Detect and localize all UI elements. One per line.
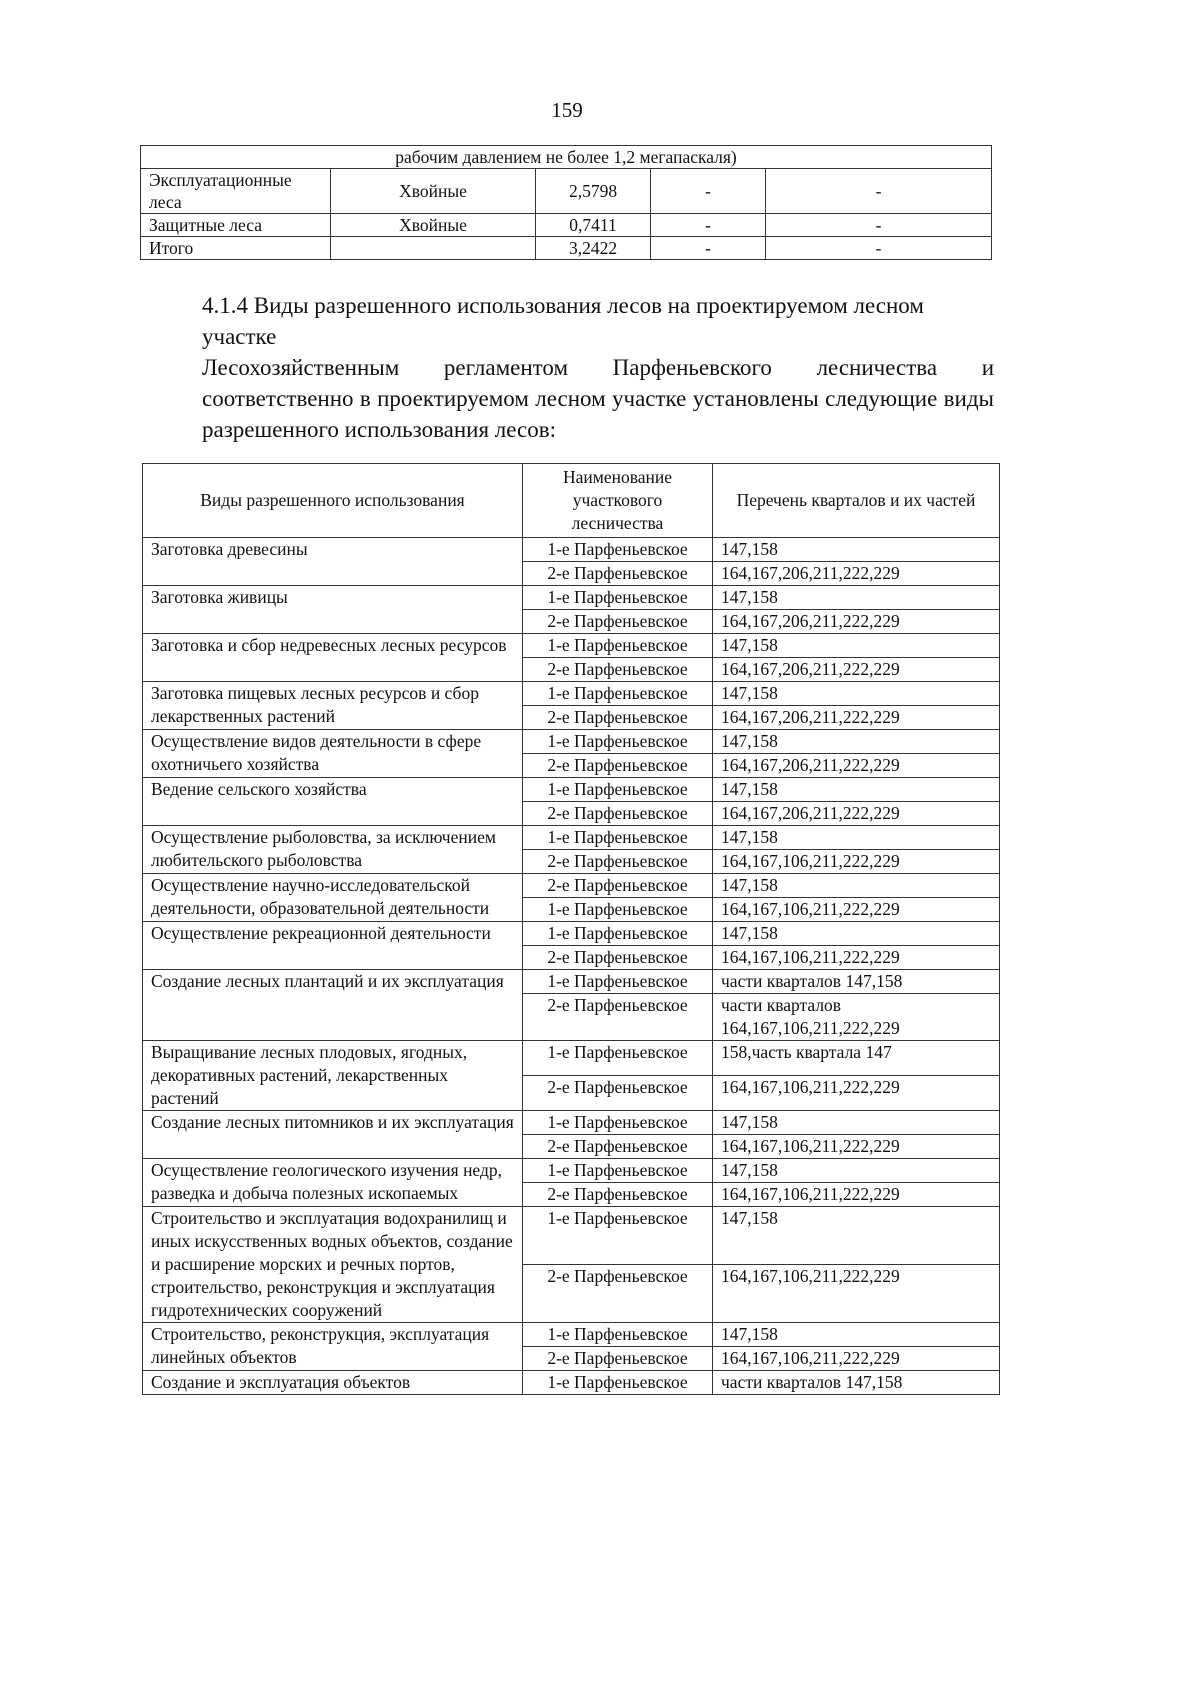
forestry-cell: 1-е Парфеньевское xyxy=(523,922,713,946)
use-type-cell: Строительство, реконструкция, эксплуатация линейных объектов xyxy=(143,1323,523,1371)
quarters-cell: 164,167,206,211,222,229 xyxy=(713,706,1000,730)
cell: - xyxy=(651,169,766,214)
quarters-cell: 147,158 xyxy=(713,778,1000,802)
cell: - xyxy=(766,169,992,214)
table-header-row xyxy=(143,464,1000,538)
forestry-cell: 2-е Парфеньевское xyxy=(523,1076,713,1111)
cell: 2,5798 xyxy=(536,169,651,214)
table-row xyxy=(143,778,1000,802)
use-type-cell: Заготовка пищевых лесных ресурсов и сбор лекарственных растений xyxy=(143,682,523,730)
quarters-cell: 164,167,206,211,222,229 xyxy=(713,802,1000,826)
table-row xyxy=(143,1323,1000,1347)
header-use-type: Виды разрешенного использования xyxy=(143,464,523,538)
use-type-cell: Осуществление видов деятельности в сфере охотничьего хозяйства xyxy=(143,730,523,778)
forest-area-table xyxy=(140,145,992,260)
forestry-cell: 1-е Парфеньевское xyxy=(523,1041,713,1076)
forestry-cell: 1-е Парфеньевское xyxy=(523,682,713,706)
forestry-cell: 2-е Парфеньевское xyxy=(523,994,713,1041)
quarters-cell: 164,167,206,211,222,229 xyxy=(713,610,1000,634)
quarters-cell: 147,158 xyxy=(713,538,1000,562)
table-row xyxy=(143,1207,1000,1265)
forestry-cell: 2-е Парфеньевское xyxy=(523,562,713,586)
header-quarters: Перечень кварталов и их частей xyxy=(713,464,1000,538)
quarters-cell: 147,158 xyxy=(713,586,1000,610)
quarters-cell: 147,158 xyxy=(713,634,1000,658)
table-caption-row xyxy=(141,146,992,169)
table-row xyxy=(143,1159,1000,1183)
table-row xyxy=(143,1371,1000,1395)
table-row xyxy=(143,826,1000,850)
quarters-cell: 164,167,206,211,222,229 xyxy=(713,658,1000,682)
table-row xyxy=(143,1111,1000,1135)
table-row xyxy=(143,874,1000,898)
quarters-cell: части кварталов 147,158 xyxy=(713,970,1000,994)
cell: - xyxy=(766,214,992,237)
quarters-cell: 164,167,106,211,222,229 xyxy=(713,850,1000,874)
forestry-cell: 1-е Парфеньевское xyxy=(523,826,713,850)
forestry-cell: 2-е Парфеньевское xyxy=(523,658,713,682)
quarters-cell: части кварталов 164,167,106,211,222,229 xyxy=(713,994,1000,1041)
use-type-cell: Строительство и эксплуатация водохранилищ и иных искусственных водных объектов, создание и расширение морских и речных портов, строительство, реконструкция и эксплуатация гидротехнических сооружений xyxy=(143,1207,523,1323)
table-row xyxy=(143,634,1000,658)
quarters-cell: 164,167,106,211,222,229 xyxy=(713,946,1000,970)
quarters-cell: 147,158 xyxy=(713,826,1000,850)
section-heading-text: 4.1.4 Виды разрешенного использования лесов на проектируемом лесном участке xyxy=(202,293,924,349)
use-type-cell: Создание лесных питомников и их эксплуатация xyxy=(143,1111,523,1159)
permitted-uses-table xyxy=(142,463,1000,1395)
use-type-cell: Осуществление геологического изучения недр, разведка и добыча полезных ископаемых xyxy=(143,1159,523,1207)
section-paragraph xyxy=(142,352,994,445)
quarters-cell: 164,167,106,211,222,229 xyxy=(713,1076,1000,1111)
forestry-cell: 1-е Парфеньевское xyxy=(523,1207,713,1265)
use-type-cell: Заготовка и сбор недревесных лесных ресурсов xyxy=(143,634,523,682)
use-type-cell: Осуществление рыболовства, за исключением любительского рыболовства xyxy=(143,826,523,874)
cell xyxy=(331,237,536,260)
quarters-cell: 147,158 xyxy=(713,682,1000,706)
forestry-cell: 2-е Парфеньевское xyxy=(523,1265,713,1323)
cell: 3,2422 xyxy=(536,237,651,260)
table-row xyxy=(143,538,1000,562)
quarters-cell: 147,158 xyxy=(713,1159,1000,1183)
use-type-cell: Ведение сельского хозяйства xyxy=(143,778,523,826)
use-type-cell: Создание и эксплуатация объектов xyxy=(143,1371,523,1395)
use-type-cell: Осуществление рекреационной деятельности xyxy=(143,922,523,970)
table-row xyxy=(141,214,992,237)
forestry-cell: 1-е Парфеньевское xyxy=(523,778,713,802)
quarters-cell: 164,167,206,211,222,229 xyxy=(713,562,1000,586)
cell: Итого xyxy=(141,237,331,260)
use-type-cell: Создание лесных плантаций и их эксплуатация xyxy=(143,970,523,1041)
forestry-cell: 2-е Парфеньевское xyxy=(523,802,713,826)
use-type-cell: Осуществление научно-исследовательской деятельности, образовательной деятельности xyxy=(143,874,523,922)
forestry-cell: 2-е Парфеньевское xyxy=(523,706,713,730)
header-forestry: Наименование участкового лесничества xyxy=(523,464,713,538)
table-row xyxy=(143,586,1000,610)
page-number: 159 xyxy=(551,98,583,122)
table-row xyxy=(143,922,1000,946)
forestry-cell: 2-е Парфеньевское xyxy=(523,874,713,898)
cell: - xyxy=(651,214,766,237)
quarters-cell: 147,158 xyxy=(713,874,1000,898)
forestry-cell: 2-е Парфеньевское xyxy=(523,1183,713,1207)
forestry-cell: 2-е Парфеньевское xyxy=(523,1135,713,1159)
table-row xyxy=(143,1041,1000,1076)
quarters-cell: 164,167,106,211,222,229 xyxy=(713,1183,1000,1207)
forestry-cell: 1-е Парфеньевское xyxy=(523,970,713,994)
forestry-cell: 1-е Парфеньевское xyxy=(523,538,713,562)
cell: - xyxy=(651,237,766,260)
forestry-cell: 2-е Парфеньевское xyxy=(523,1347,713,1371)
quarters-cell: 164,167,106,211,222,229 xyxy=(713,1265,1000,1323)
cell: Защитные леса xyxy=(141,214,331,237)
quarters-cell: 158,часть квартала 147 xyxy=(713,1041,1000,1076)
quarters-cell: части кварталов 147,158 xyxy=(713,1371,1000,1395)
table-row xyxy=(143,970,1000,994)
use-type-cell: Заготовка древесины xyxy=(143,538,523,586)
forestry-cell: 1-е Парфеньевское xyxy=(523,1371,713,1395)
forestry-cell: 1-е Парфеньевское xyxy=(523,1323,713,1347)
quarters-cell: 164,167,106,211,222,229 xyxy=(713,898,1000,922)
quarters-cell: 147,158 xyxy=(713,730,1000,754)
caption-cell: рабочим давлением не более 1,2 мегапаскаля) xyxy=(141,146,992,169)
forestry-cell: 1-е Парфеньевское xyxy=(523,586,713,610)
quarters-cell: 147,158 xyxy=(713,922,1000,946)
section-heading xyxy=(142,290,992,352)
forestry-cell: 2-е Парфеньевское xyxy=(523,946,713,970)
quarters-cell: 164,167,106,211,222,229 xyxy=(713,1347,1000,1371)
table-row xyxy=(141,169,992,214)
quarters-cell: 164,167,106,211,222,229 xyxy=(713,1135,1000,1159)
forestry-cell: 1-е Парфеньевское xyxy=(523,730,713,754)
forestry-cell: 1-е Парфеньевское xyxy=(523,898,713,922)
quarters-cell: 164,167,206,211,222,229 xyxy=(713,754,1000,778)
forestry-cell: 1-е Парфеньевское xyxy=(523,1111,713,1135)
table-row xyxy=(143,730,1000,754)
forestry-cell: 2-е Парфеньевское xyxy=(523,754,713,778)
cell: Хвойные xyxy=(331,169,536,214)
cell: 0,7411 xyxy=(536,214,651,237)
table-row xyxy=(143,682,1000,706)
quarters-cell: 147,158 xyxy=(713,1111,1000,1135)
forestry-cell: 2-е Парфеньевское xyxy=(523,850,713,874)
forestry-cell: 1-е Парфеньевское xyxy=(523,634,713,658)
cell: Эксплуатационные леса xyxy=(141,169,331,214)
section-paragraph-text: Лесохозяйственным регламентом Парфеньевского лесничества и соответственно в проектируемом лесном участке установлены следующие виды разрешенного использования лесов: xyxy=(202,355,994,442)
quarters-cell: 147,158 xyxy=(713,1323,1000,1347)
forestry-cell: 1-е Парфеньевское xyxy=(523,1159,713,1183)
cell: - xyxy=(766,237,992,260)
cell: Хвойные xyxy=(331,214,536,237)
forestry-cell: 2-е Парфеньевское xyxy=(523,610,713,634)
quarters-cell: 147,158 xyxy=(713,1207,1000,1265)
table-row-total xyxy=(141,237,992,260)
use-type-cell: Выращивание лесных плодовых, ягодных, декоративных растений, лекарственных растений xyxy=(143,1041,523,1111)
use-type-cell: Заготовка живицы xyxy=(143,586,523,634)
